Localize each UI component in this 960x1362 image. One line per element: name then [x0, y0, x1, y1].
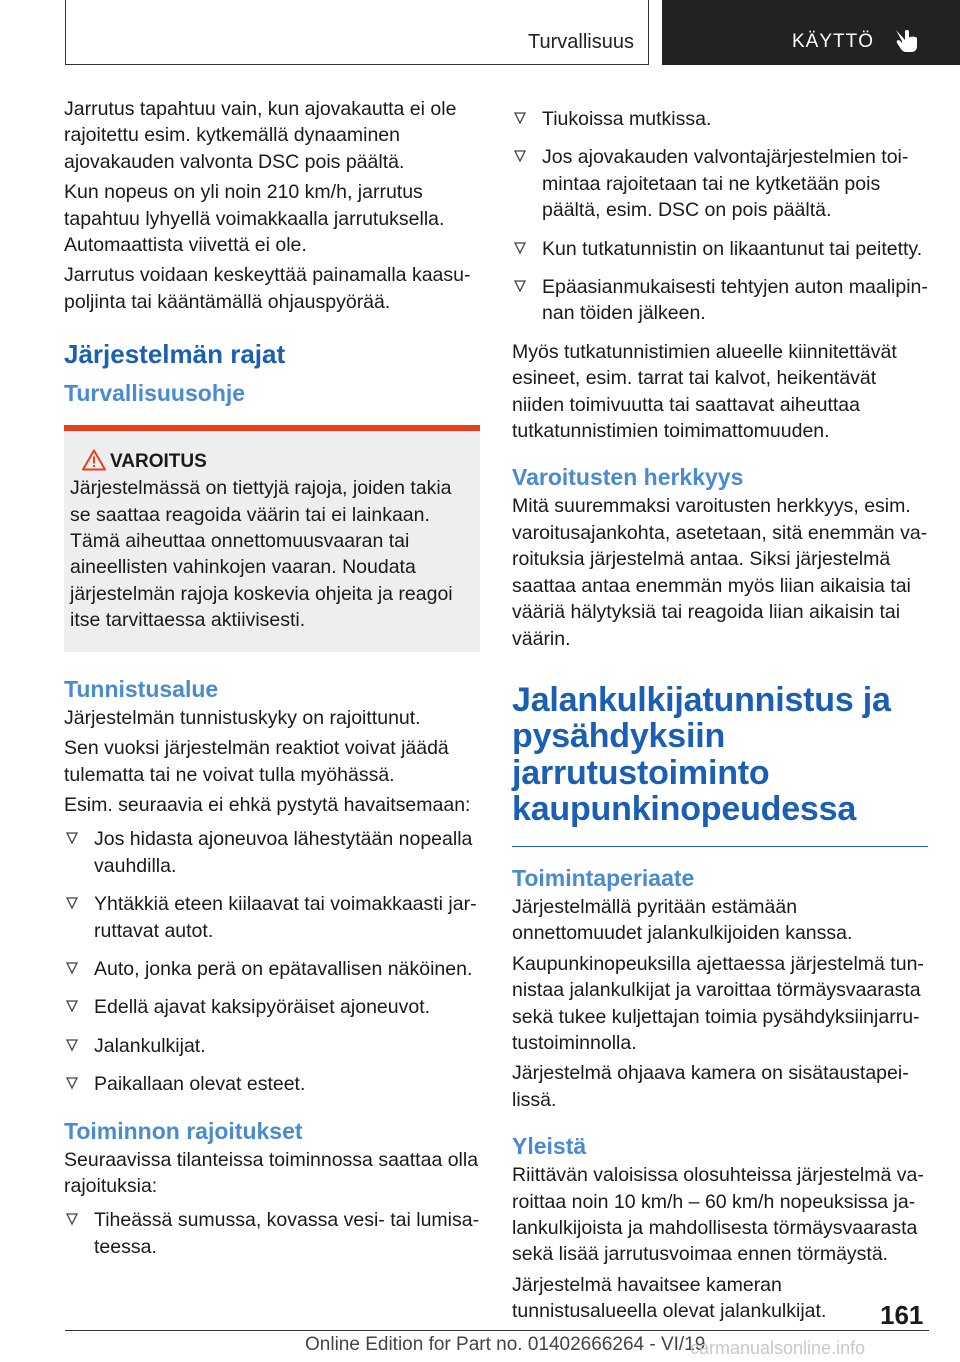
bullet-triangle-icon	[66, 999, 78, 1013]
heading-principle: Toimintaperiaate	[512, 864, 695, 891]
list-item: Epäasianmukaisesti tehtyjen auton maalipinnan töiden jälkeen.	[512, 274, 928, 327]
list-restrictions-continued	[512, 106, 928, 327]
warning-triangle-icon	[82, 449, 106, 471]
list-restrictions	[64, 1207, 480, 1260]
bullet-triangle-icon	[514, 111, 526, 125]
bullet-triangle-icon	[66, 896, 78, 910]
list-undetectable	[64, 826, 480, 1097]
paragraph: Järjestelmä ohjaava kamera on sisätaustapeilissä.	[512, 1062, 909, 1111]
heading-detection-range: Tunnistusalue	[64, 675, 219, 702]
section-title-pedestrian: Jalankulkijatunnistus ja pysähdyksiin jarrutustoiminto kaupunkinopeudessa	[512, 680, 891, 829]
paragraph: Kaupunkinopeuksilla ajettaessa järjestelmä tunnistaa jalankulkijat ja varoittaa törmäysvaarasta sekä tukee kuljettajan toimia pysähdyksiinjarrutustoiminnolla.	[512, 952, 924, 1054]
bullet-triangle-icon	[66, 831, 78, 845]
header-section-tab	[65, 0, 649, 65]
list-item: Auto, jonka perä on epätavallisen näköinen.	[64, 956, 480, 982]
footer-brand-watermark: carmanualsonline.info	[690, 1338, 866, 1358]
list-item: Paikallaan olevat esteet.	[64, 1071, 480, 1097]
paragraph: Järjestelmällä pyritään estämään onnettomuudet jalankulkijoiden kanssa.	[512, 895, 853, 945]
list-item: Jos hidasta ajoneuvoa lähestytään nopealla vauhdilla.	[64, 826, 480, 879]
header-section-title: Turvallisuus	[528, 31, 634, 53]
page-number: 161	[880, 1300, 924, 1330]
paragraph: Jarrutus voidaan keskeyttää painamalla kaasupoljinta tai kääntämällä ohjauspyörää.	[64, 264, 471, 313]
hand-pointer-icon	[893, 26, 923, 54]
paragraph: Riittävän valoisissa olosuhteissa järjestelmä varoittaa noin 10 km/h – 60 km/h nopeuksissa jalankulkijoista ja mahdollisesta törmäysvaarasta sekä lisää jarrutusvoimaa ennen törmäystä.	[512, 1164, 924, 1266]
heading-warning-sensitivity: Varoitusten herkkyys	[512, 464, 744, 491]
list-item: Jos ajovakauden valvontajärjestelmien toimintaa rajoitetaan tai ne kytketään pois päältä, esim. DSC on pois päältä.	[512, 144, 928, 223]
list-item: Jalankulkijat.	[64, 1033, 480, 1059]
bullet-triangle-icon	[514, 149, 526, 163]
list-item: Tiheässä sumussa, kovassa vesi- tai lumisateessa.	[64, 1207, 480, 1260]
heading-function-restrictions: Toiminnon rajoitukset	[64, 1117, 303, 1144]
bullet-triangle-icon	[66, 1038, 78, 1052]
bullet-triangle-icon	[66, 961, 78, 975]
bullet-triangle-icon	[66, 1212, 78, 1226]
paragraph: Seuraavissa tilanteissa toiminnossa saattaa olla rajoituksia:	[64, 1148, 479, 1197]
paragraph: Myös tutkatunnistimien alueelle kiinnitettävät esineet, esim. tarrat tai kalvot, heikentävät niiden toimivuutta tai saattavat aiheuttaa tutkatunnistimien toimimattomuuden.	[512, 340, 897, 443]
paragraph: Kun nopeus on yli noin 210 km/h, jarrutus tapahtuu lyhyellä voimakkaalla jarrutuksella. Automaattista viivettä ei ole.	[64, 181, 445, 257]
header-chapter-title: KÄYTTÖ	[792, 31, 875, 52]
heading-general: Yleistä	[512, 1133, 587, 1160]
right-column	[512, 106, 928, 1329]
warning-box	[64, 425, 480, 651]
bullet-triangle-icon	[514, 241, 526, 255]
footer-rule	[65, 1330, 929, 1331]
left-column	[64, 96, 480, 1272]
list-item: Yhtäkkiä eteen kiilaavat tai voimakkaasti jarruttavat autot.	[64, 891, 480, 944]
bullet-triangle-icon	[66, 1076, 78, 1090]
warning-title: VAROITUS	[64, 451, 466, 473]
paragraph: Sen vuoksi järjestelmän reaktiot voivat jäädä tulematta tai ne voivat tulla myöhässä.	[64, 737, 449, 786]
list-item: Kun tutkatunnistin on likaantunut tai peitetty.	[512, 236, 928, 262]
list-item: Edellä ajavat kaksipyöräiset ajoneuvot.	[64, 994, 480, 1020]
section-divider	[512, 846, 928, 847]
paragraph: Jarrutus tapahtuu vain, kun ajovakautta ei ole rajoitettu esim. kytkemällä dynaaminen ajovakauden valvonta DSC pois päältä.	[64, 98, 457, 173]
warning-text: Järjestelmässä on tiettyjä rajoja, joiden takia se saattaa reagoida väärin tai ei lainkaan. Tämä aiheuttaa onnettomuusvaaran tai aineellisten vahinkojen vaaran. Noudata järjestelmän rajoja koskevia ohjeita ja reagoi itse tarvittaessa aktiivisesti.	[70, 477, 453, 632]
paragraph: Mitä suuremmaksi varoitusten herkkyys, esim. varoitusajankohta, asetetaan, sitä enemmän varoituksia järjestelmä antaa. Siksi järjestelmä saattaa antaa enemmän myös liian aikaisia tai vääriä hälytyksiä tai reagoida liian aikaisin tai väärin.	[512, 495, 928, 650]
paragraph: Järjestelmä havaitsee kameran tunnistusalueella olevat jalankulkijat.	[512, 1273, 827, 1323]
paragraph: Järjestelmän tunnistuskyky on rajoittunut.	[64, 706, 421, 729]
heading-safety-note: Turvallisuusohje	[64, 380, 246, 407]
heading-system-limits: Järjestelmän rajat	[64, 339, 286, 370]
paragraph: Esim. seuraavia ei ehkä pystytä havaitsemaan:	[64, 793, 471, 816]
bullet-triangle-icon	[514, 279, 526, 293]
list-item: Tiukoissa mutkissa.	[512, 106, 928, 132]
footer-edition: Online Edition for Part no. 01402666264 - VI/19	[305, 1334, 706, 1355]
